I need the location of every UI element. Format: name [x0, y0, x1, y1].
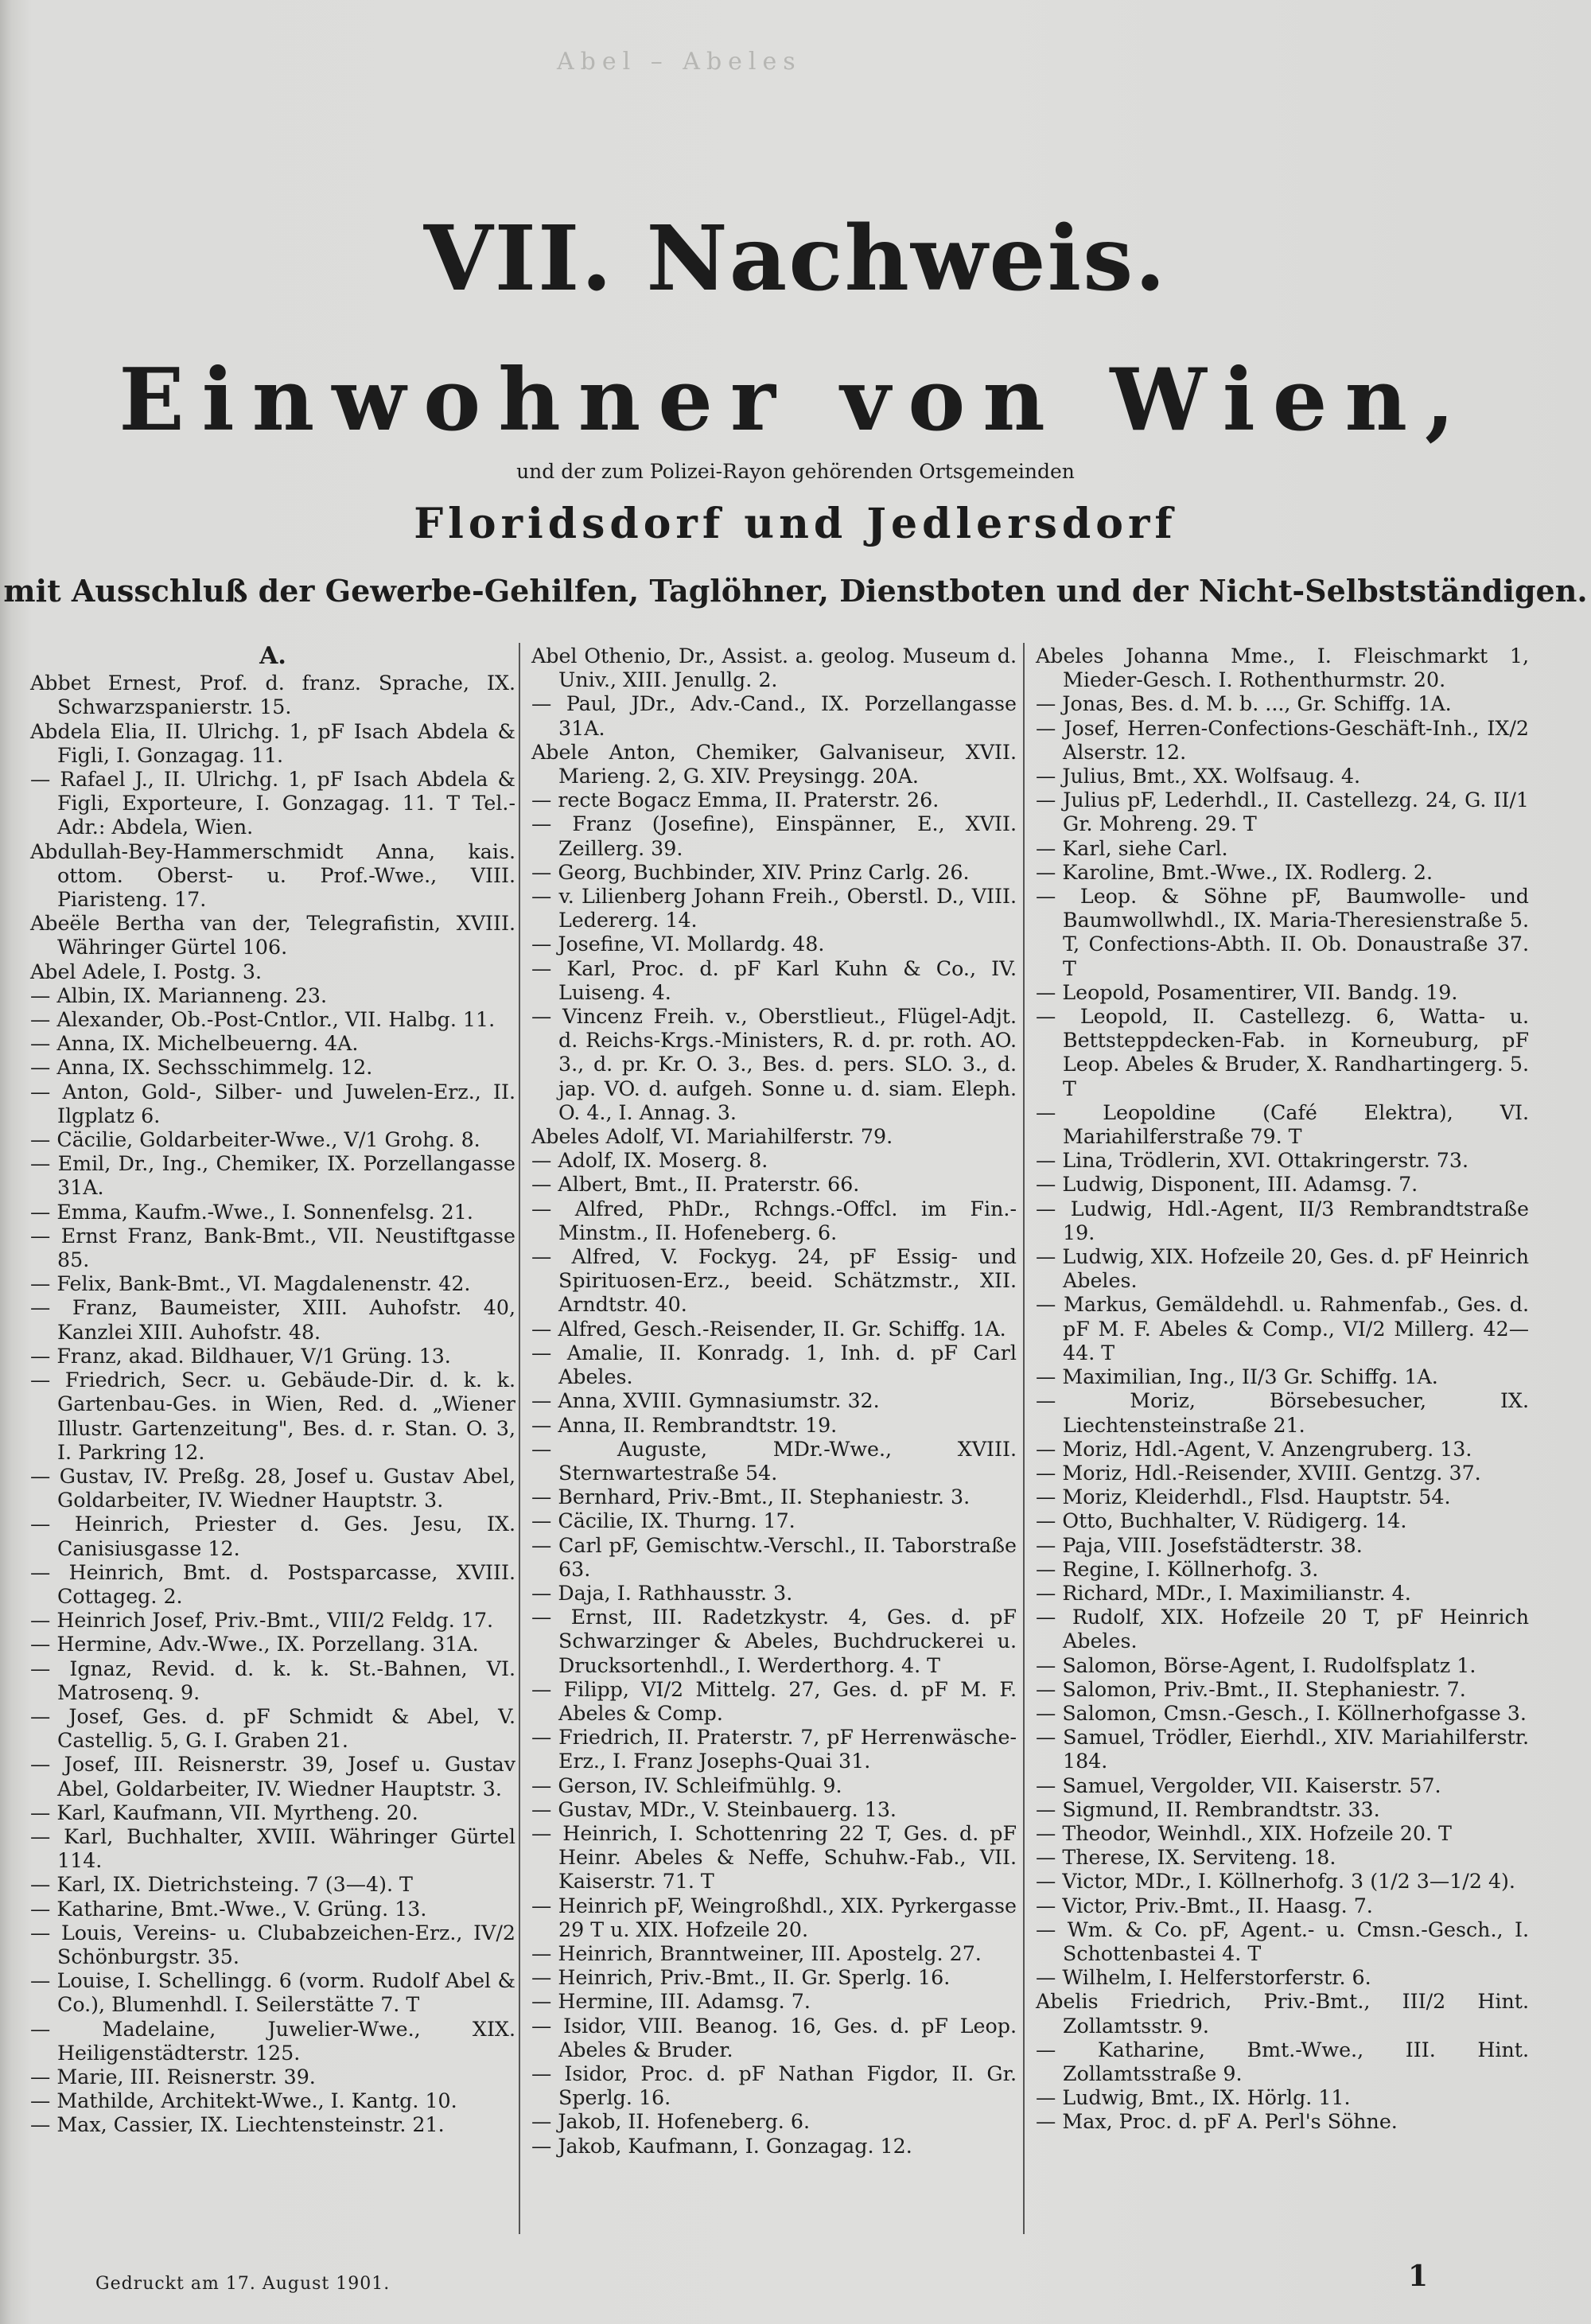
directory-entry: — Ludwig, Bmt., IX. Hörlg. 11. [1036, 2086, 1351, 2110]
directory-entry: — Leopold, II. Castellezg. 6, Watta- u. Bettsteppdecken-Fab. in Korneuburg, pF Leop. Abeles & Bruder, X. Randhartingerg. 5. T [1036, 1005, 1529, 1100]
directory-entry: — Karl, IX. Dietrichsteing. 7 (3—4). T [30, 1873, 413, 1897]
directory-entry: — Isidor, Proc. d. pF Nathan Figdor, II. Gr. Sperlg. 16. [531, 2061, 1017, 2110]
directory-entry: — Salomon, Cmsn.-Gesch., I. Köllnerhofgasse 3. [1036, 1701, 1527, 1725]
subtitle-line-1: und der zum Polizei-Rayon gehörenden Ortsgemeinden [516, 460, 1075, 483]
directory-entry: Abele Anton, Chemiker, Galvaniseur, XVII. Marieng. 2, G. XIV. Preysingg. 20A. [531, 740, 1017, 788]
directory-entry: — Ludwig, Hdl.-Agent, II/3 Rembrandtstraße 19. [1036, 1197, 1529, 1244]
directory-entry: — Lina, Trödlerin, XVI. Ottakringerstr. 73. [1036, 1149, 1469, 1173]
directory-entry: — Anna, IX. Sechsschimmelg. 12. [30, 1056, 373, 1080]
directory-entry: — Leopold, Posamentirer, VII. Bandg. 19. [1036, 980, 1458, 1004]
directory-entry: — Anna, XVIII. Gymnasiumstr. 32. [531, 1389, 880, 1413]
directory-entry: — Alexander, Ob.-Post-Cntlor., VII. Halbg. 11. [30, 1008, 496, 1032]
directory-entry: — Sigmund, II. Rembrandtstr. 33. [1036, 1797, 1380, 1821]
directory-entry: — Bernhard, Priv.-Bmt., II. Stephaniestr. 3. [531, 1485, 971, 1509]
directory-entry: — Louise, I. Schellingg. 6 (vorm. Rudolf Abel & Co.), Blumenhdl. I. Seilerstätte 7. T [30, 1969, 515, 2017]
directory-entry: Abel Adele, I. Postg. 3. [30, 960, 263, 983]
directory-entry: — Cäcilie, IX. Thurng. 17. [531, 1509, 796, 1533]
directory-entry: — Salomon, Priv.-Bmt., II. Stephaniestr. 7. [1036, 1677, 1466, 1701]
directory-entry: — Rudolf, XIX. Hofzeile 20 T, pF Heinrich Abeles. [1036, 1606, 1529, 1653]
directory-entry: — recte Bogacz Emma, II. Praterstr. 26. [531, 788, 939, 812]
directory-entry: — Anna, II. Rembrandtstr. 19. [531, 1413, 838, 1437]
column-divider [519, 643, 520, 2234]
directory-entry: — Karl, siehe Carl. [1036, 836, 1228, 860]
directory-entry: — Isidor, VIII. Beanog. 16, Ges. d. pF Leop. Abeles & Bruder. [531, 2014, 1017, 2061]
directory-entry: — Regine, I. Köllnerhofg. 3. [1036, 1557, 1319, 1581]
directory-entry: — Samuel, Trödler, Eierhdl., XIV. Mariahilferstr. 184. [1036, 1726, 1529, 1773]
directory-entry: — Louis, Vereins- u. Clubabzeichen-Erz., IV/2 Schönburgstr. 35. [30, 1921, 515, 1968]
directory-entry: — Maximilian, Ing., II/3 Gr. Schiffg. 1A. [1036, 1365, 1438, 1389]
directory-entry: — Wm. & Co. pF, Agent.- u. Cmsn.-Gesch., I. Schottenbastei 4. T [1036, 1917, 1529, 1965]
directory-entry: — Marie, III. Reisnerstr. 39. [30, 2065, 316, 2088]
directory-entry: Abeles Adolf, VI. Mariahilferstr. 79. [531, 1125, 893, 1149]
directory-entry: — Albert, Bmt., II. Praterstr. 66. [531, 1173, 860, 1197]
directory-entry: Abbet Ernest, Prof. d. franz. Sprache, IX. Schwarzspanierstr. 15. [30, 672, 515, 719]
print-date: Gedruckt am 17. August 1901. [95, 2274, 391, 2294]
column-divider [1023, 643, 1025, 2234]
directory-entry: — Moriz, Kleiderhdl., Flsd. Hauptstr. 54. [1036, 1485, 1451, 1509]
directory-entry: — Ernst, III. Radetzkystr. 4, Ges. d. pF Schwarzinger & Abeles, Buchdruckerei u. Drucksortenhdl., I. Werderthorg. 4. T [531, 1606, 1017, 1677]
directory-entry: — Josef, Herren-Confections-Geschäft-Inh., IX/2 Alserstr. 12. [1036, 716, 1529, 764]
directory-entry: — Otto, Buchhalter, V. Rüdigerg. 14. [1036, 1509, 1407, 1533]
directory-entry: — Heinrich, Branntweiner, III. Apostelg. 27. [531, 1941, 982, 1965]
directory-entry: — v. Lilienberg Johann Freih., Oberstl. D., VIII. Ledererg. 14. [531, 885, 1017, 932]
directory-entry: — Jakob, Kaufmann, I. Gonzagag. 12. [531, 2134, 912, 2158]
directory-entry: Abdullah-Bey-Hammerschmidt Anna, kais. ottom. Oberst- u. Prof.-Wwe., VIII. Piaristeng. 17. [30, 839, 515, 912]
directory-entry: — Theodor, Weinhdl., XIX. Hofzeile 20. T [1036, 1821, 1452, 1845]
directory-entry: — Wilhelm, I. Helferstorferstr. 6. [1036, 1966, 1371, 1990]
directory-entry: — Ludwig, Disponent, III. Adamsg. 7. [1036, 1173, 1418, 1197]
directory-entry: Abel Othenio, Dr., Assist. a. geolog. Museum d. Univ., XIII. Jenullg. 2. [531, 644, 1017, 692]
directory-entry: — Albin, IX. Marianneng. 23. [30, 983, 328, 1007]
directory-entry: — Leop. & Söhne pF, Baumwolle- und Baumwollwhdl., IX. Maria-Theresienstraße 5. T, Confections-Abth. II. Ob. Donaustraße 37. T [1036, 885, 1529, 980]
page-subtitle: Einwohner von Wien, [119, 350, 1472, 450]
directory-entry: — Alfred, PhDr., Rchngs.-Offcl. im Fin.-Minstm., II. Hofeneberg. 6. [531, 1197, 1017, 1244]
directory-entry: — Katharine, Bmt.-Wwe., V. Grüng. 13. [30, 1897, 427, 1921]
directory-entry: — Emma, Kaufm.-Wwe., I. Sonnenfelsg. 21. [30, 1200, 473, 1224]
directory-entry: — Josef, III. Reisnerstr. 39, Josef u. Gustav Abel, Goldarbeiter, IV. Wiedner Hauptstr. 3. [30, 1753, 515, 1800]
directory-entry: — Gustav, MDr., V. Steinbauerg. 13. [531, 1797, 897, 1821]
directory-entry: — Ludwig, XIX. Hofzeile 20, Ges. d. pF Heinrich Abeles. [1036, 1245, 1529, 1293]
page-title: VII. Nachweis. [423, 207, 1168, 311]
directory-entry: — Paul, JDr., Adv.-Cand., IX. Porzellangasse 31A. [531, 692, 1017, 740]
directory-entry: — Victor, Priv.-Bmt., II. Haasg. 7. [1036, 1894, 1373, 1917]
directory-entry: — Anton, Gold-, Silber- und Juwelen-Erz., II. Ilgplatz 6. [30, 1080, 515, 1127]
directory-entry: — Filipp, VI/2 Mittelg. 27, Ges. d. pF M. F. Abeles & Comp. [531, 1677, 1017, 1725]
directory-entry: — Heinrich pF, Weingroßhdl., XIX. Pyrkergasse 29 T u. XIX. Hofzeile 20. [531, 1894, 1017, 1941]
directory-entry: — Georg, Buchbinder, XIV. Prinz Carlg. 26. [531, 860, 970, 884]
subtitle-line-2: Floridsdorf und Jedlersdorf [414, 500, 1177, 548]
directory-entry: — Jonas, Bes. d. M. b. ..., Gr. Schiffg. 1A. [1036, 692, 1452, 716]
directory-entry: — Mathilde, Architekt-Wwe., I. Kantg. 10. [30, 2089, 457, 2113]
page-number: 1 [1408, 2260, 1429, 2293]
directory-column-2 [531, 644, 1017, 2236]
directory-entry: — Alfred, V. Fockyg. 24, pF Essig- und Spirituosen-Erz., beeid. Schätzmstr., XII. Arndtstr. 40. [531, 1245, 1017, 1317]
directory-entry: — Emil, Dr., Ing., Chemiker, IX. Porzellangasse 31A. [30, 1152, 515, 1200]
directory-entry: — Friedrich, II. Praterstr. 7, pF Herrenwäsche-Erz., I. Franz Josephs-Quai 31. [531, 1726, 1017, 1773]
directory-entry: — Hermine, Adv.-Wwe., IX. Porzellang. 31A. [30, 1633, 479, 1656]
directory-entry: — Alfred, Gesch.-Reisender, II. Gr. Schiffg. 1A. [531, 1317, 1006, 1341]
directory-entry: — Franz, akad. Bildhauer, V/1 Grüng. 13. [30, 1344, 451, 1368]
directory-entry: — Jakob, II. Hofeneberg. 6. [531, 2110, 811, 2134]
directory-entry: — Moriz, Hdl.-Reisender, XVIII. Gentzg. 37. [1036, 1461, 1481, 1485]
directory-entry: — Moriz, Hdl.-Agent, V. Anzengruberg. 13. [1036, 1437, 1472, 1461]
directory-column-3 [1036, 644, 1529, 2236]
directory-entry: — Paja, VIII. Josefstädterstr. 38. [1036, 1533, 1363, 1557]
directory-entry: — Julius, Bmt., XX. Wolfsaug. 4. [1036, 765, 1361, 788]
directory-entry: — Katharine, Bmt.-Wwe., III. Hint. Zollamtsstraße 9. [1036, 2038, 1529, 2085]
directory-entry: — Moriz, Börsebesucher, IX. Liechtensteinstraße 21. [1036, 1389, 1529, 1437]
directory-entry: — Friedrich, Secr. u. Gebäude-Dir. d. k. k. Gartenbau-Ges. in Wien, Red. d. „Wiener Illustr. Gartenzeitung", Bes. d. r. Stan. O. 3, I. Parkring 12. [30, 1368, 515, 1464]
directory-entry: — Daja, I. Rathhausstr. 3. [531, 1581, 793, 1605]
directory-entry: — Auguste, MDr.-Wwe., XVIII. Sternwartestraße 54. [531, 1437, 1017, 1485]
directory-entry: — Anna, IX. Michelbeuerng. 4A. [30, 1032, 359, 1056]
directory-entry: — Leopoldine (Café Elektra), VI. Mariahilferstraße 79. T [1036, 1100, 1529, 1149]
directory-entry: — Therese, IX. Serviteng. 18. [1036, 1846, 1336, 1870]
directory-entry: — Heinrich, Priv.-Bmt., II. Gr. Sperlg. 16. [531, 1966, 951, 1990]
directory-entry: — Julius pF, Lederhdl., II. Castellezg. 24, G. II/1 Gr. Mohreng. 29. T [1036, 788, 1529, 836]
directory-entry: — Heinrich, Priester d. Ges. Jesu, IX. Canisiusgasse 12. [30, 1512, 515, 1560]
directory-entry: — Felix, Bank-Bmt., VI. Magdalenenstr. 42. [30, 1272, 471, 1296]
directory-entry: — Vincenz Freih. v., Oberstlieut., Flügel-Adjt. d. Reichs-Krgs.-Ministers, R. d. pr. roth. AO. 3., d. pr. Kr. O. 3., Bes. d. pers. SLO. 3., d. jap. VO. d. aufgeh. Sonne u. d. siam. Eleph. O. 4., I. Annag. 3. [531, 1005, 1017, 1124]
directory-entry: — Karl, Kaufmann, VII. Myrtheng. 20. [30, 1800, 418, 1824]
directory-entry: — Gustav, IV. Preßg. 28, Josef u. Gustav Abel, Goldarbeiter, IV. Wiedner Hauptstr. 3. [30, 1464, 515, 1512]
directory-entry: — Karl, Proc. d. pF Karl Kuhn & Co., IV. Luiseng. 4. [531, 956, 1017, 1004]
directory-entry: — Franz, Baumeister, XIII. Auhofstr. 40, Kanzlei XIII. Auhofstr. 48. [30, 1296, 515, 1344]
directory-entry: Abdela Elia, II. Ulrichg. 1, pF Isach Abdela & Figli, I. Gonzagag. 11. [30, 719, 515, 767]
directory-entry: — Max, Proc. d. pF A. Perl's Söhne. [1036, 2110, 1398, 2134]
directory-entry: — Rafael J., II. Ulrichg. 1, pF Isach Abdela & Figli, Exporteure, I. Gonzagag. 11. T Tel.-Adr.: Abdela, Wien. [30, 768, 515, 839]
directory-entry: — Carl pF, Gemischtw.-Verschl., II. Taborstraße 63. [531, 1533, 1017, 1581]
directory-entry: — Adolf, IX. Moserg. 8. [531, 1149, 768, 1173]
directory-entry: — Josefine, VI. Mollardg. 48. [531, 932, 825, 956]
directory-entry: — Markus, Gemäldehdl. u. Rahmenfab., Ges. d. pF M. F. Abeles & Comp., VI/2 Millerg. 42—44. T [1036, 1293, 1529, 1364]
directory-entry: — Heinrich Josef, Priv.-Bmt., VIII/2 Feldg. 17. [30, 1609, 494, 1633]
directory-entry: — Karoline, Bmt.-Wwe., IX. Rodlerg. 2. [1036, 860, 1433, 884]
directory-entry: — Cäcilie, Goldarbeiter-Wwe., V/1 Grohg. 8. [30, 1128, 480, 1152]
section-letter: A. [259, 642, 286, 670]
directory-entry: — Samuel, Vergolder, VII. Kaiserstr. 57. [1036, 1773, 1441, 1797]
directory-entry: — Amalie, II. Konradg. 1, Inh. d. pF Carl Abeles. [531, 1341, 1017, 1389]
directory-entry: — Franz (Josefine), Einspänner, E., XVII. Zeillerg. 39. [531, 812, 1017, 860]
directory-entry: Abeële Bertha van der, Telegrafistin, XVIII. Währinger Gürtel 106. [30, 912, 515, 960]
directory-entry: — Max, Cassier, IX. Liechtensteinstr. 21. [30, 2113, 445, 2137]
directory-entry: — Heinrich, Bmt. d. Postsparcasse, XVIII. Cottageg. 2. [30, 1560, 515, 1608]
directory-entry: — Madelaine, Juwelier-Wwe., XIX. Heiligenstädterstr. 125. [30, 2017, 515, 2065]
bleed-through-header: Abel – Abeles [557, 48, 802, 76]
directory-entry: — Victor, MDr., I. Köllnerhofg. 3 (1/2 3—1/2 4). [1036, 1870, 1515, 1894]
directory-entry: — Heinrich, I. Schottenring 22 T, Ges. d. pF Heinr. Abeles & Neffe, Schuhw.-Fab., VII. Kaiserstr. 71. T [531, 1821, 1017, 1894]
directory-entry: Abeles Johanna Mme., I. Fleischmarkt 1, Mieder-Gesch. I. Rothenthurmstr. 20. [1036, 644, 1529, 692]
directory-entry: Abelis Friedrich, Priv.-Bmt., III/2 Hint. Zollamtsstr. 9. [1036, 1990, 1529, 2038]
directory-entry: — Hermine, III. Adamsg. 7. [531, 1990, 811, 2014]
directory-entry: — Ernst Franz, Bank-Bmt., VII. Neustiftgasse 85. [30, 1224, 515, 1272]
directory-entry: — Salomon, Börse-Agent, I. Rudolfsplatz 1. [1036, 1653, 1476, 1677]
directory-entry: — Gerson, IV. Schleifmühlg. 9. [531, 1773, 842, 1797]
directory-entry: — Ignaz, Revid. d. k. k. St.-Bahnen, VI. Matrosenq. 9. [30, 1656, 515, 1704]
directory-column-1 [30, 644, 515, 2236]
directory-entry: — Josef, Ges. d. pF Schmidt & Abel, V. Castellig. 5, G. I. Graben 21. [30, 1704, 515, 1753]
directory-entry: — Karl, Buchhalter, XVIII. Währinger Gürtel 114. [30, 1824, 515, 1873]
directory-entry: — Richard, MDr., I. Maximilianstr. 4. [1036, 1581, 1411, 1605]
subtitle-line-3: mit Ausschluß der Gewerbe-Gehilfen, Taglöhner, Dienstboten und der Nicht-Selbstständigen. [3, 573, 1588, 609]
